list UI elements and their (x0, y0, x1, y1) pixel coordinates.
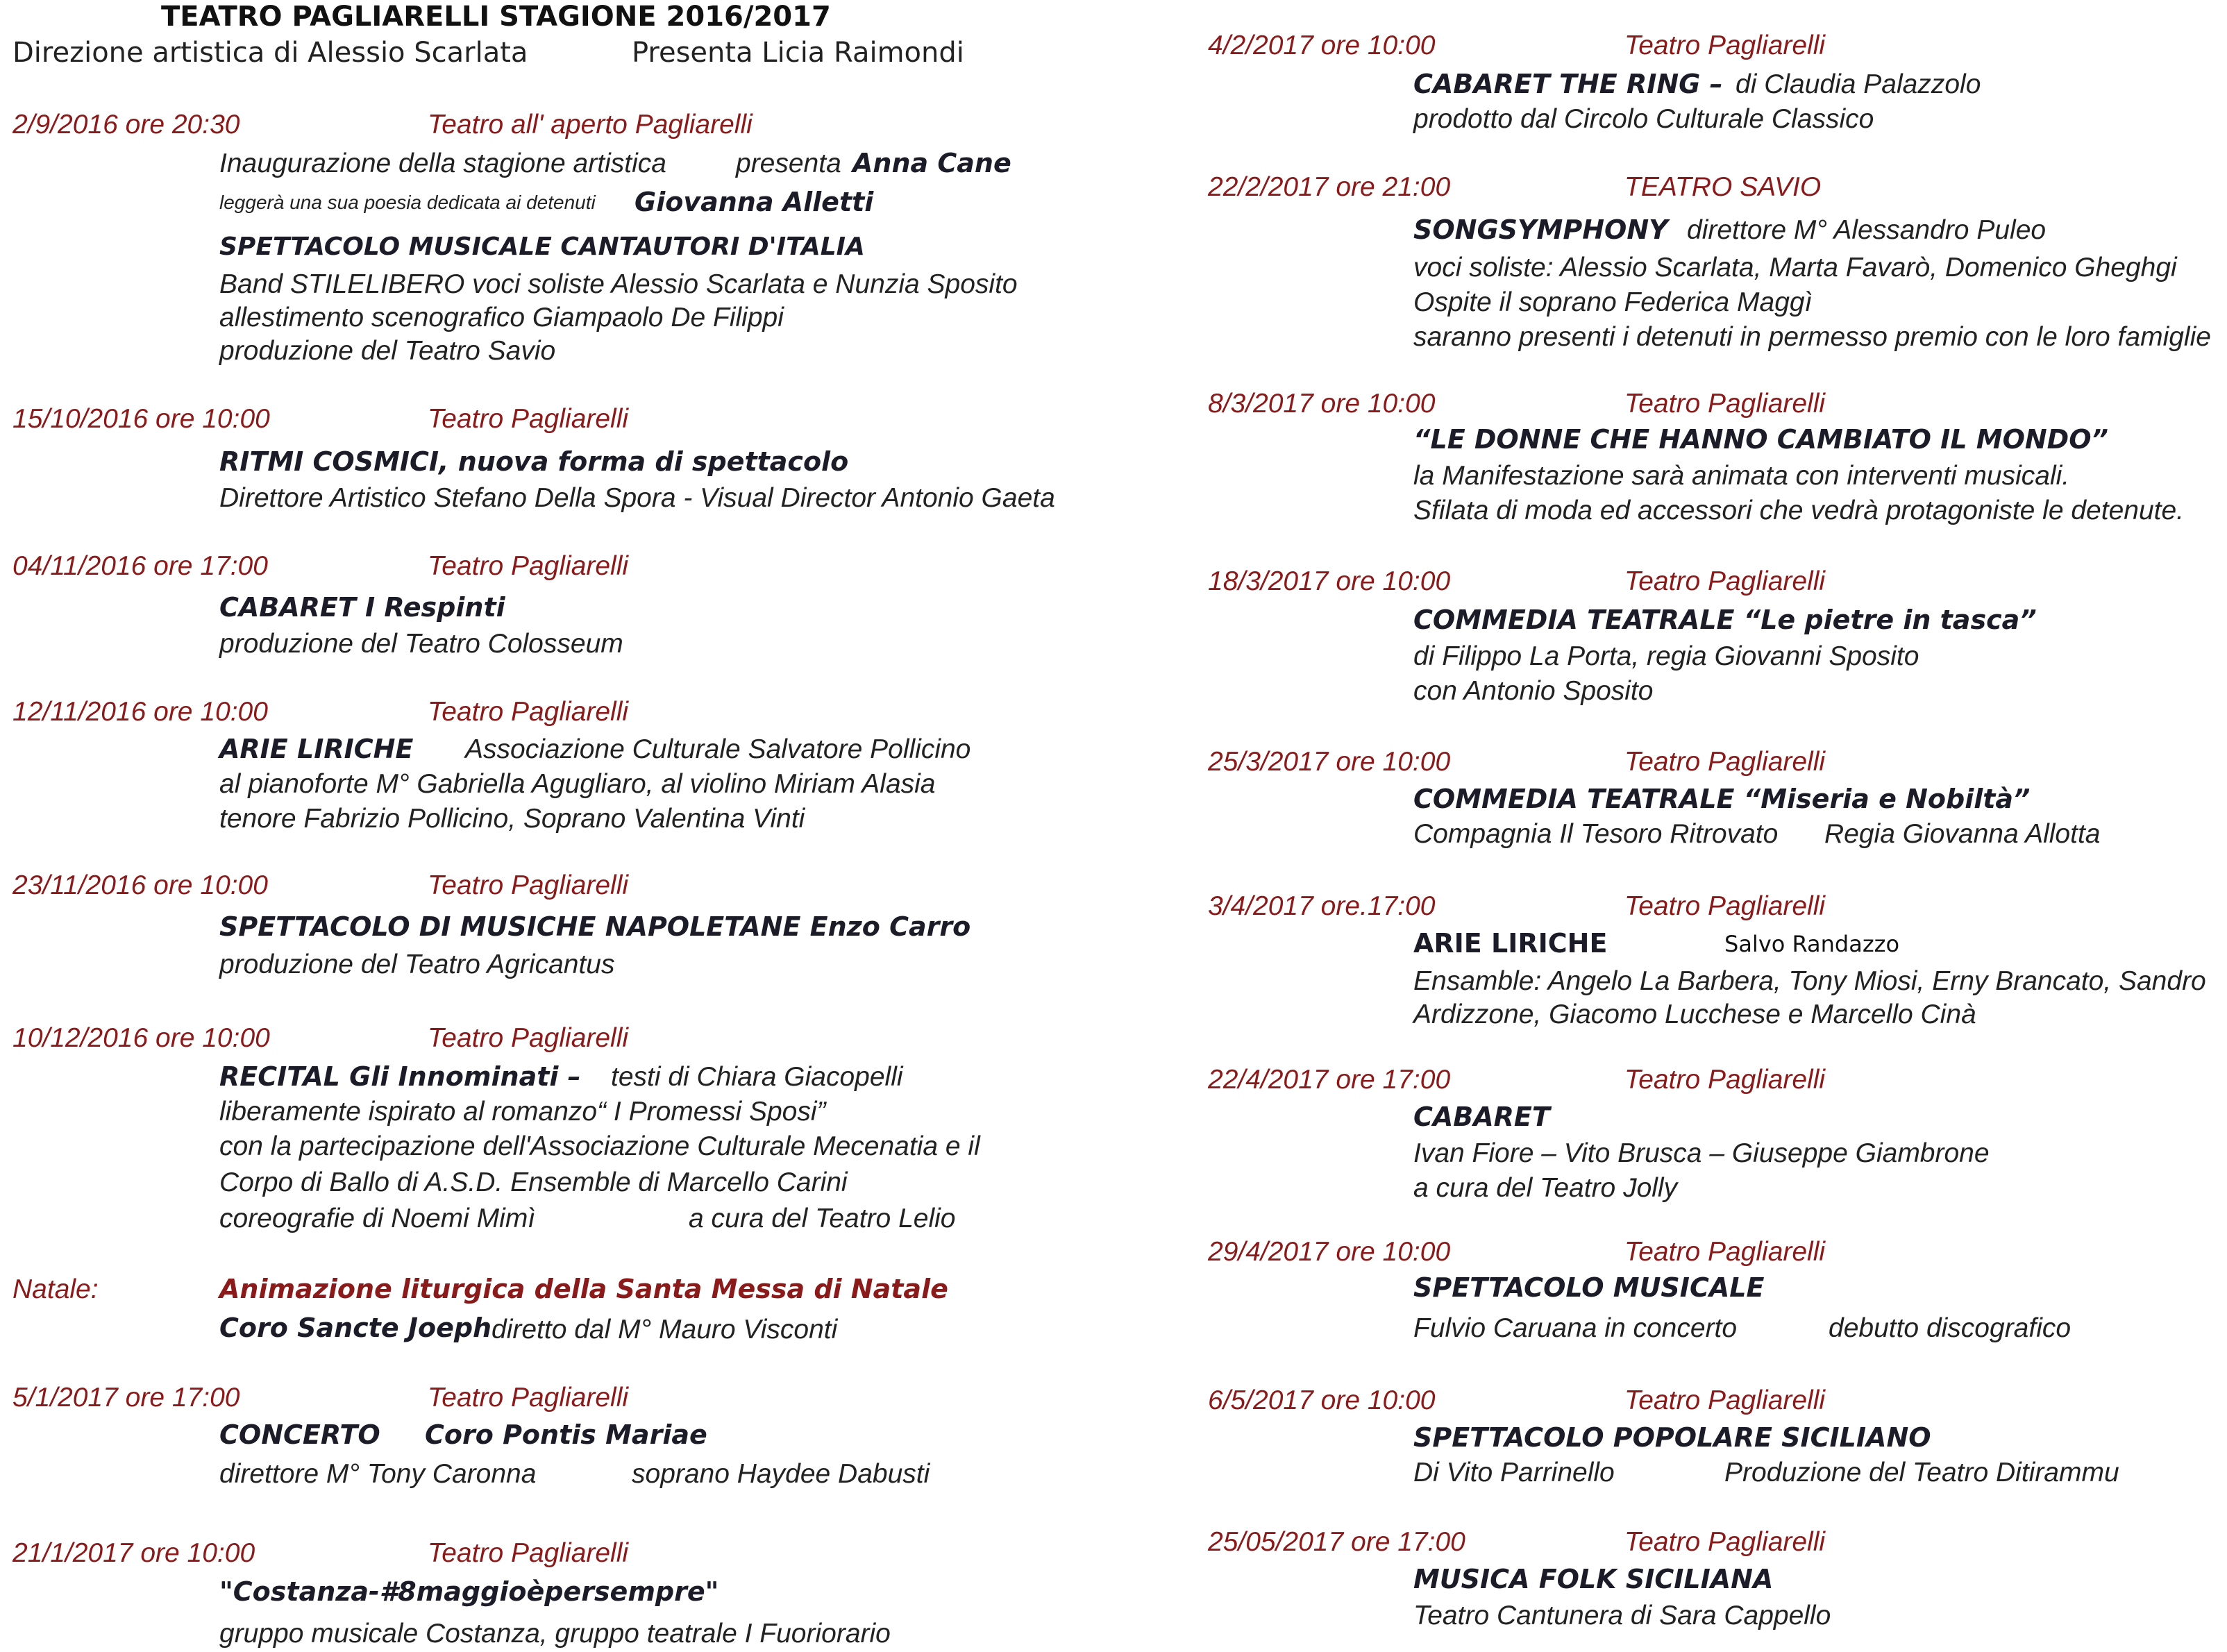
event-line: produzione del Teatro Colosseum (219, 629, 623, 659)
presenter: Presenta Licia Raimondi (632, 37, 964, 69)
event-title: CONCERTO (219, 1419, 380, 1450)
event-line: gruppo musicale Costanza, gruppo teatrale I Fuoriorario (219, 1619, 891, 1649)
event-date: 5/1/2017 ore 17:00 (12, 1383, 240, 1413)
event-date: 6/5/2017 ore 10:00 (1208, 1385, 1436, 1415)
event-venue: Teatro Pagliarelli (1624, 31, 1826, 60)
event-line: voci soliste: Alessio Scarlata, Marta Favarò, Domenico Gheghgi (1413, 253, 2177, 283)
event-line: Produzione del Teatro Ditirammu (1724, 1458, 2119, 1487)
event-line: Regia Giovanna Allotta (1824, 819, 2101, 849)
event-line: Direttore Artistico Stefano Della Spora - Visual Director Antonio Gaeta (219, 483, 1055, 513)
event-date: 25/05/2017 ore 17:00 (1208, 1527, 1465, 1557)
event-title: SPETTACOLO DI MUSICHE NAPOLETANE Enzo Carro (219, 911, 971, 942)
event-line: Associazione Culturale Salvatore Pollicino (465, 734, 971, 764)
event-venue: Teatro Pagliarelli (428, 697, 629, 727)
event-date: 2/9/2016 ore 20:30 (12, 110, 240, 140)
event-line: debutto discografico (1829, 1313, 2071, 1343)
event-title: ARIE LIRICHE (1413, 928, 1608, 959)
event-title: CABARET THE RING – (1413, 69, 1723, 99)
event-date: 23/11/2016 ore 10:00 (12, 870, 268, 900)
performer-name: Salvo Randazzo (1724, 931, 1900, 957)
event-line: tenore Fabrizio Pollicino, Soprano Valentina Vinti (219, 804, 805, 834)
event-line: liberamente ispirato al romanzo“ I Promessi Sposi” (219, 1097, 826, 1127)
event-line: testi di Chiara Giacopelli (611, 1062, 903, 1092)
event-date: 10/12/2016 ore 10:00 (12, 1023, 270, 1053)
event-line: leggerà una sua poesia dedicata ai detenuti (219, 192, 596, 213)
event-line: produzione del Teatro Agricantus (219, 950, 615, 979)
event-title: “LE DONNE CHE HANNO CAMBIATO IL MONDO” (1413, 424, 2109, 455)
event-line: Di Vito Parrinello (1413, 1458, 1615, 1487)
event-line: Ospite il soprano Federica Maggì (1413, 287, 1813, 317)
event-title: Animazione liturgica della Santa Messa di Natale (219, 1274, 948, 1304)
event-line: al pianoforte M° Gabriella Agugliaro, al violino Miriam Alasia (219, 769, 936, 799)
event-date: 25/3/2017 ore 10:00 (1208, 747, 1451, 777)
presenter-name: Anna Cane (852, 148, 1011, 178)
event-date: 8/3/2017 ore 10:00 (1208, 389, 1436, 419)
event-date: 15/10/2016 ore 10:00 (12, 404, 270, 434)
event-line: Ensamble: Angelo La Barbera, Tony Miosi, Erny Brancato, Sandro (1413, 966, 2206, 996)
event-line: di Filippo La Porta, regia Giovanni Sposito (1413, 641, 1919, 671)
event-venue: Teatro Pagliarelli (1624, 1237, 1826, 1267)
event-date: 22/4/2017 ore 17:00 (1208, 1065, 1451, 1095)
event-line: coreografie di Noemi Mimì (219, 1204, 536, 1233)
event-venue: Teatro Pagliarelli (1624, 566, 1826, 596)
event-line: allestimento scenografico Giampaolo De Filippi (219, 303, 784, 332)
event-venue: Teatro Pagliarelli (428, 551, 629, 581)
event-venue: Teatro Pagliarelli (1624, 1527, 1826, 1557)
event-line: prodotto dal Circolo Culturale Classico (1413, 104, 1874, 134)
event-venue: TEATRO SAVIO (1624, 172, 1822, 202)
event-line: diretto dal M° Mauro Visconti (491, 1315, 838, 1345)
event-line: Sfilata di moda ed accessori che vedrà protagoniste le detenute. (1413, 496, 2185, 525)
event-title: RECITAL Gli Innominati – (219, 1061, 581, 1092)
event-line: Band STILELIBERO voci soliste Alessio Scarlata e Nunzia Sposito (219, 269, 1018, 299)
choir-name: Coro Pontis Mariae (425, 1419, 707, 1450)
event-line: a cura del Teatro Lelio (689, 1204, 956, 1233)
event-venue: Teatro Pagliarelli (1624, 389, 1826, 419)
event-line: con la partecipazione dell'Associazione Culturale Mecenatia e il (219, 1131, 980, 1161)
event-date: 12/11/2016 ore 10:00 (12, 697, 268, 727)
event-line: Fulvio Caruana in concerto (1413, 1313, 1738, 1343)
event-line: soprano Haydee Dabusti (632, 1459, 930, 1489)
event-title: CABARET (1413, 1102, 1550, 1132)
event-date: 3/4/2017 ore.17:00 (1208, 891, 1436, 921)
event-venue: Teatro Pagliarelli (428, 870, 629, 900)
event-title: CABARET I Respinti (219, 592, 505, 623)
event-venue: Teatro Pagliarelli (428, 404, 629, 434)
event-line: presenta (736, 149, 841, 178)
reader-name: Giovanna Alletti (635, 187, 874, 217)
event-line: con Antonio Sposito (1413, 676, 1654, 706)
event-venue: Teatro Pagliarelli (1624, 1385, 1826, 1415)
event-line: direttore M° Alessandro Puleo (1687, 215, 2047, 245)
event-venue: Teatro Pagliarelli (428, 1023, 629, 1053)
event-date: 21/1/2017 ore 10:00 (12, 1538, 255, 1568)
event-line: produzione del Teatro Savio (219, 336, 556, 366)
event-label: Natale: (12, 1274, 99, 1304)
event-title: ARIE LIRICHE (219, 734, 414, 764)
event-line: Teatro Cantunera di Sara Cappello (1413, 1601, 1831, 1630)
event-venue: Teatro Pagliarelli (428, 1383, 629, 1413)
event-date: 29/4/2017 ore 10:00 (1208, 1237, 1451, 1267)
event-title: SPETTACOLO POPOLARE SICILIANO (1413, 1422, 1931, 1453)
event-venue: Teatro Pagliarelli (428, 1538, 629, 1568)
event-title: COMMEDIA TEATRALE “Miseria e Nobiltà” (1413, 784, 2031, 814)
event-venue: Teatro Pagliarelli (1624, 1065, 1826, 1095)
event-line: la Manifestazione sarà animata con interventi musicali. (1413, 461, 2070, 491)
event-line: Corpo di Ballo di A.S.D. Ensemble di Marcello Carini (219, 1168, 848, 1197)
event-venue: Teatro Pagliarelli (1624, 891, 1826, 921)
event-venue: Teatro all' aperto Pagliarelli (428, 110, 753, 140)
event-title: COMMEDIA TEATRALE “Le pietre in tasca” (1413, 605, 2037, 635)
event-date: 22/2/2017 ore 21:00 (1208, 172, 1451, 202)
event-date: 04/11/2016 ore 17:00 (12, 551, 268, 581)
event-venue: Teatro Pagliarelli (1624, 747, 1826, 777)
event-line: di Claudia Palazzolo (1736, 69, 1981, 99)
event-title: SPETTACOLO MUSICALE CANTAUTORI D'ITALIA (219, 233, 865, 261)
event-line: direttore M° Tony Caronna (219, 1459, 537, 1489)
event-date: 4/2/2017 ore 10:00 (1208, 31, 1436, 60)
choir-name: Coro Sancte Joeph (219, 1313, 492, 1343)
event-line: saranno presenti i detenuti in permesso premio con le loro famiglie (1413, 322, 2211, 352)
event-title: MUSICA FOLK SICILIANA (1413, 1564, 1774, 1594)
event-title: SONGSYMPHONY (1413, 214, 1668, 245)
event-date: 18/3/2017 ore 10:00 (1208, 566, 1451, 596)
event-title: RITMI COSMICI, nuova forma di spettacolo (219, 446, 849, 477)
event-line: a cura del Teatro Jolly (1413, 1173, 1678, 1203)
event-title: SPETTACOLO MUSICALE (1413, 1272, 1765, 1303)
artistic-direction: Direzione artistica di Alessio Scarlata (12, 37, 528, 69)
event-line: Ardizzone, Giacomo Lucchese e Marcello Cinà (1413, 1000, 1976, 1029)
event-line: Inaugurazione della stagione artistica (219, 149, 666, 178)
event-title: "Costanza-#8maggioèpersempre" (219, 1576, 719, 1607)
page-title: TEATRO PAGLIARELLI STAGIONE 2016/2017 (161, 1, 831, 33)
event-line: Ivan Fiore – Vito Brusca – Giuseppe Giambrone (1413, 1138, 1990, 1168)
event-line: Compagnia Il Tesoro Ritrovato (1413, 819, 1779, 849)
